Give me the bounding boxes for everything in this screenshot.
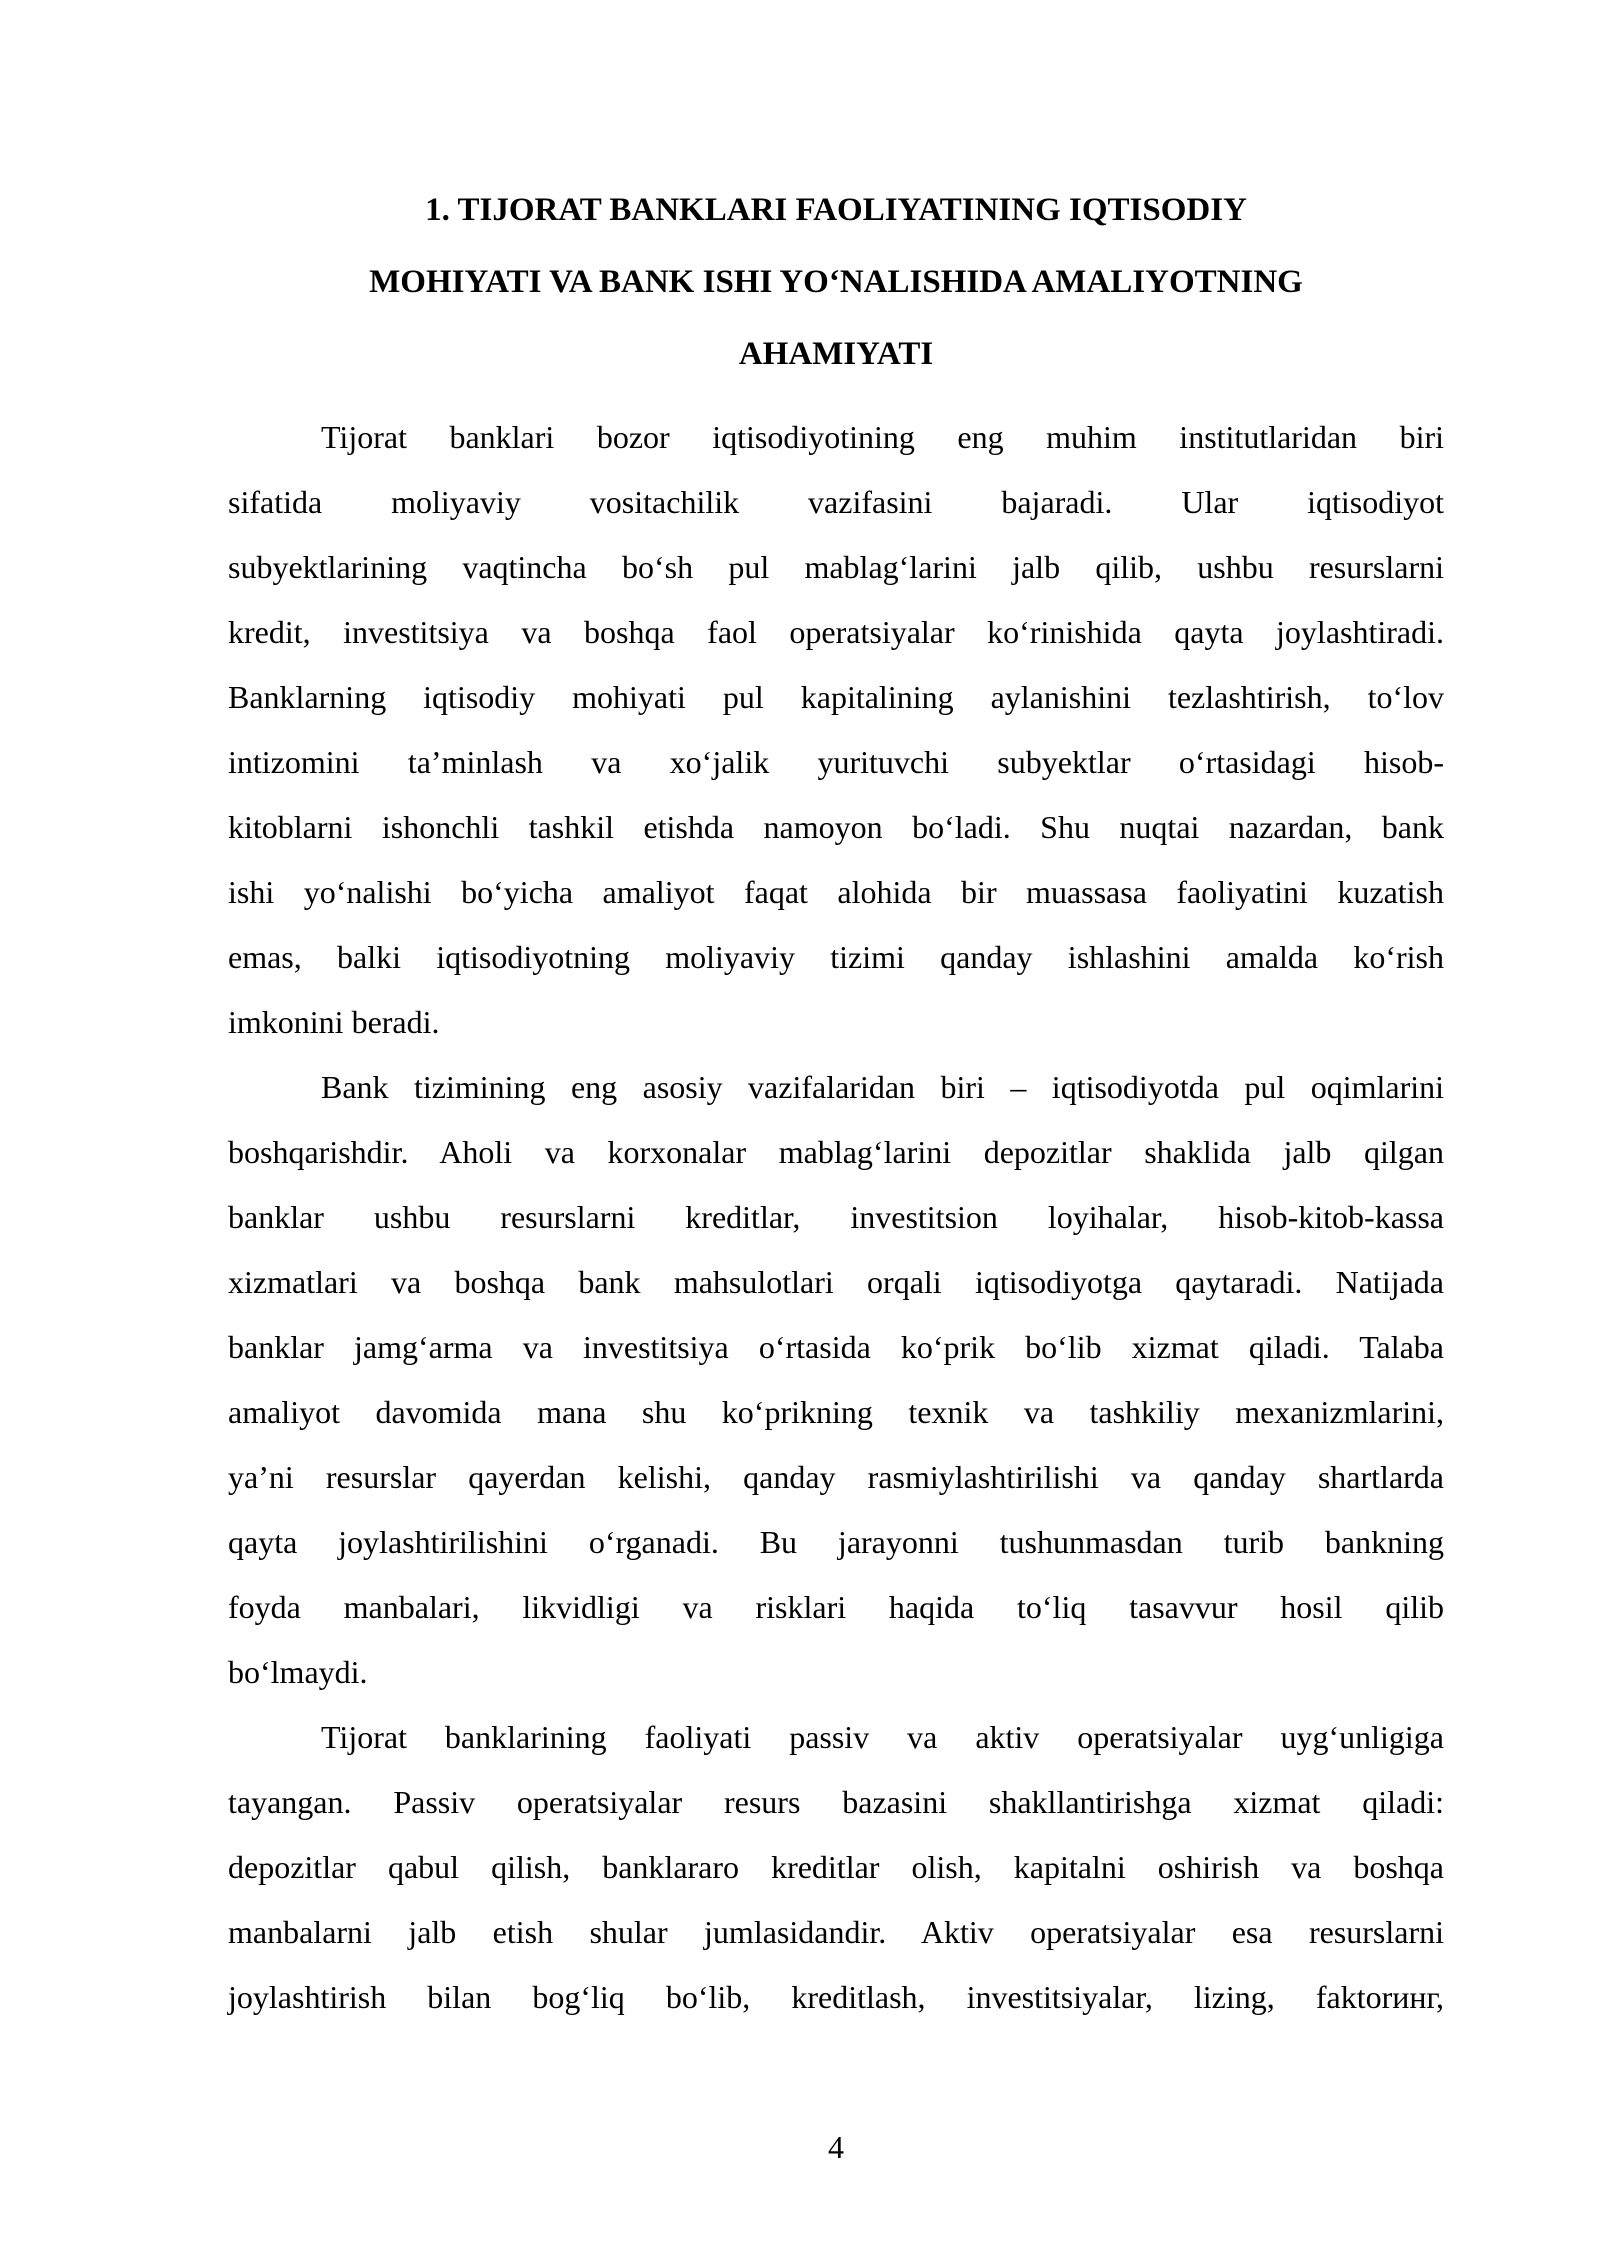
page-title [228, 174, 1444, 390]
text-line: Bank tizimining eng asosiy vazifalaridan biri – iqtisodiyotda pul oqimlarini [321, 1069, 1444, 1105]
text-line: Banklarning iqtisodiy mohiyati pul kapitalining aylanishini tezlashtirish, to‘lov [228, 679, 1444, 715]
title-line: AHAMIYATI [738, 336, 934, 372]
title-line: MOHIYATI VA BANK ISHI YO‘NALISHIDA AMALIYOTNING [369, 264, 1303, 300]
text-line: emas, balki iqtisodiyotning moliyaviy tizimi qanday ishlashini amalda ko‘rish [228, 939, 1444, 975]
text-line: kitoblarni ishonchli tashkil etishda namoyon bo‘ladi. Shu nuqtai nazardan, bank [228, 809, 1444, 845]
text-line: depozitlar qabul qilish, banklararo kreditlar olish, kapitalni oshirish va boshqa [228, 1849, 1444, 1885]
title-line: 1. TIJORAT BANKLARI FAOLIYATINING IQTISODIY [425, 192, 1247, 228]
text-line: subyektlarining vaqtincha bo‘sh pul mablag‘larini jalb qilib, ushbu resurslarni [228, 549, 1444, 585]
text-line: xizmatlari va boshqa bank mahsulotlari orqali iqtisodiyotga qaytaradi. Natijada [228, 1264, 1444, 1300]
text-line: ishi yo‘nalishi bo‘yicha amaliyot faqat alohida bir muassasa faoliyatini kuzatish [228, 874, 1444, 910]
text-line: kredit, investitsiya va boshqa faol operatsiyalar ko‘rinishida qayta joylashtiradi. [228, 614, 1444, 650]
text-line: qayta joylashtirilishini o‘rganadi. Bu jarayonni tushunmasdan turib bankning [228, 1524, 1444, 1560]
document-body [228, 405, 1444, 2030]
text-line: Tijorat banklari bozor iqtisodiyotining eng muhim institutlaridan biri [321, 419, 1444, 455]
text-line: imkonini beradi. [228, 1004, 440, 1040]
text-line: manbalarni jalb etish shular jumlasidandir. Aktiv operatsiyalar esa resurslarni [228, 1914, 1444, 1950]
text-line: amaliyot davomida mana shu ko‘prikning texnik va tashkiliy mexanizmlarini, [228, 1394, 1444, 1430]
text-line: Tijorat banklarining faoliyati passiv va aktiv operatsiyalar uyg‘unligiga [321, 1719, 1444, 1755]
text-line: banklar jamg‘arma va investitsiya o‘rtasida ko‘prik bo‘lib xizmat qiladi. Talaba [228, 1329, 1444, 1365]
text-line: bo‘lmaydi. [228, 1654, 368, 1690]
text-line: foyda manbalari, likvidligi va risklari haqida to‘liq tasavvur hosil qilib [228, 1589, 1444, 1625]
text-line: boshqarishdir. Aholi va korxonalar mablag‘larini depozitlar shaklida jalb qilgan [228, 1134, 1444, 1170]
page-number: 4 [828, 2129, 844, 2165]
text-line: ya’ni resurslar qayerdan kelishi, qanday rasmiylashtirilishi va qanday shartlarda [228, 1459, 1444, 1495]
text-line: intizomini ta’minlash va xo‘jalik yurituvchi subyektlar o‘rtasidagi hisob- [228, 744, 1444, 780]
text-line: banklar ushbu resurslarni kreditlar, investitsion loyihalar, hisob-kitob-kassa [228, 1199, 1444, 1235]
text-line: tayangan. Passiv operatsiyalar resurs bazasini shakllantirishga xizmat qiladi: [228, 1784, 1444, 1820]
text-line: sifatida moliyaviy vositachilik vazifasini bajaradi. Ular iqtisodiyot [228, 484, 1444, 520]
text-line: joylashtirish bilan bog‘liq bo‘lib, kreditlash, investitsiyalar, lizing, faktorинг, [228, 1979, 1444, 2015]
